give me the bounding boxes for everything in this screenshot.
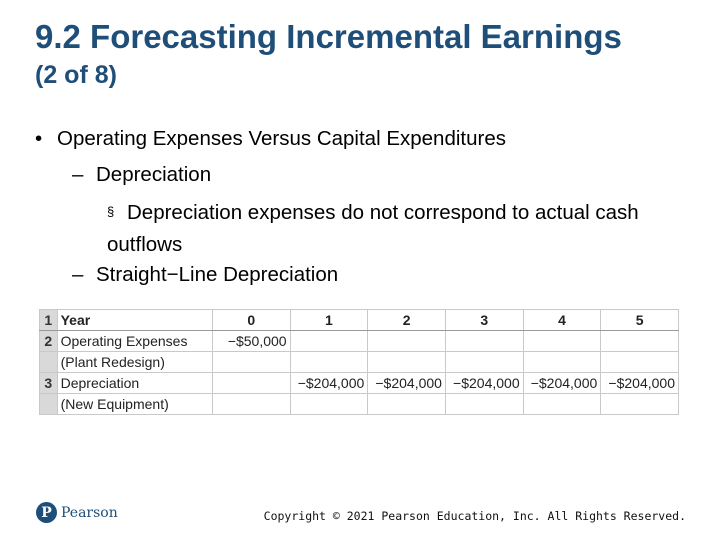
table-cell: −$204,000: [290, 373, 368, 394]
depreciation-table: [39, 309, 679, 415]
row-label: (New Equipment): [57, 394, 212, 415]
bullet-text: Depreciation expenses do not correspond to actual cash outflows: [107, 201, 639, 256]
row-number: 3: [40, 373, 58, 394]
row-number: 2: [40, 331, 58, 352]
row-label: (Plant Redesign): [57, 352, 212, 373]
table-cell: [212, 394, 290, 415]
table-row: [40, 331, 679, 352]
bullet-level3: [107, 196, 687, 261]
table-cell: [368, 331, 446, 352]
table-cell: −$204,000: [368, 373, 446, 394]
table-cell: [445, 394, 523, 415]
table-row: [40, 394, 679, 415]
slide-title: 9.2 Forecasting Incremental Earnings: [35, 18, 622, 55]
table-cell: [523, 394, 601, 415]
year-header-cell: 3: [445, 310, 523, 331]
year-header-cell: 5: [601, 310, 679, 331]
table-cell: −$204,000: [601, 373, 679, 394]
table-cell: [601, 352, 679, 373]
dash-marker: –: [72, 163, 84, 186]
table-row: [40, 373, 679, 394]
row-number: 1: [40, 310, 58, 331]
year-header-cell: 4: [523, 310, 601, 331]
table-cell: [445, 331, 523, 352]
slide-subtitle: (2 of 8): [35, 61, 117, 89]
table-row: [40, 310, 679, 331]
bullet-text: Operating Expenses Versus Capital Expenditures: [57, 127, 506, 150]
table-cell: −$204,000: [445, 373, 523, 394]
pearson-logo-text: Pearson: [61, 504, 118, 521]
table-cell: [290, 394, 368, 415]
table-cell: [523, 352, 601, 373]
dash-marker: –: [72, 263, 84, 286]
year-header-cell: 2: [368, 310, 446, 331]
table-cell: [290, 352, 368, 373]
row-label: Year: [57, 310, 212, 331]
table-cell: [368, 394, 446, 415]
table-cell: [368, 352, 446, 373]
table-cell: [601, 331, 679, 352]
table-cell: [212, 373, 290, 394]
year-header-cell: 1: [290, 310, 368, 331]
row-number: [40, 394, 58, 415]
table-cell: [212, 352, 290, 373]
table-cell: [523, 331, 601, 352]
table-cell: [290, 331, 368, 352]
bullet-marker: •: [35, 127, 43, 150]
table-cell: [445, 352, 523, 373]
bullet-level1: [35, 124, 506, 154]
bullet-text: Straight−Line Depreciation: [96, 263, 339, 286]
bullet-text: Depreciation: [96, 163, 212, 186]
table-row: [40, 352, 679, 373]
pearson-logo-icon: P: [36, 502, 57, 523]
copyright-notice: Copyright © 2021 Pearson Education, Inc. All Rights Reserved.: [263, 509, 686, 523]
section-marker: §: [107, 204, 115, 219]
row-label: Depreciation: [57, 373, 212, 394]
bullet-level2-depreciation: [72, 160, 211, 190]
table-cell: [601, 394, 679, 415]
row-number: [40, 352, 58, 373]
pearson-logo: [36, 502, 118, 523]
year-header-cell: 0: [212, 310, 290, 331]
table-cell: −$50,000: [212, 331, 290, 352]
bullet-level2-straight-line: [72, 260, 338, 290]
row-label: Operating Expenses: [57, 331, 212, 352]
table-cell: −$204,000: [523, 373, 601, 394]
